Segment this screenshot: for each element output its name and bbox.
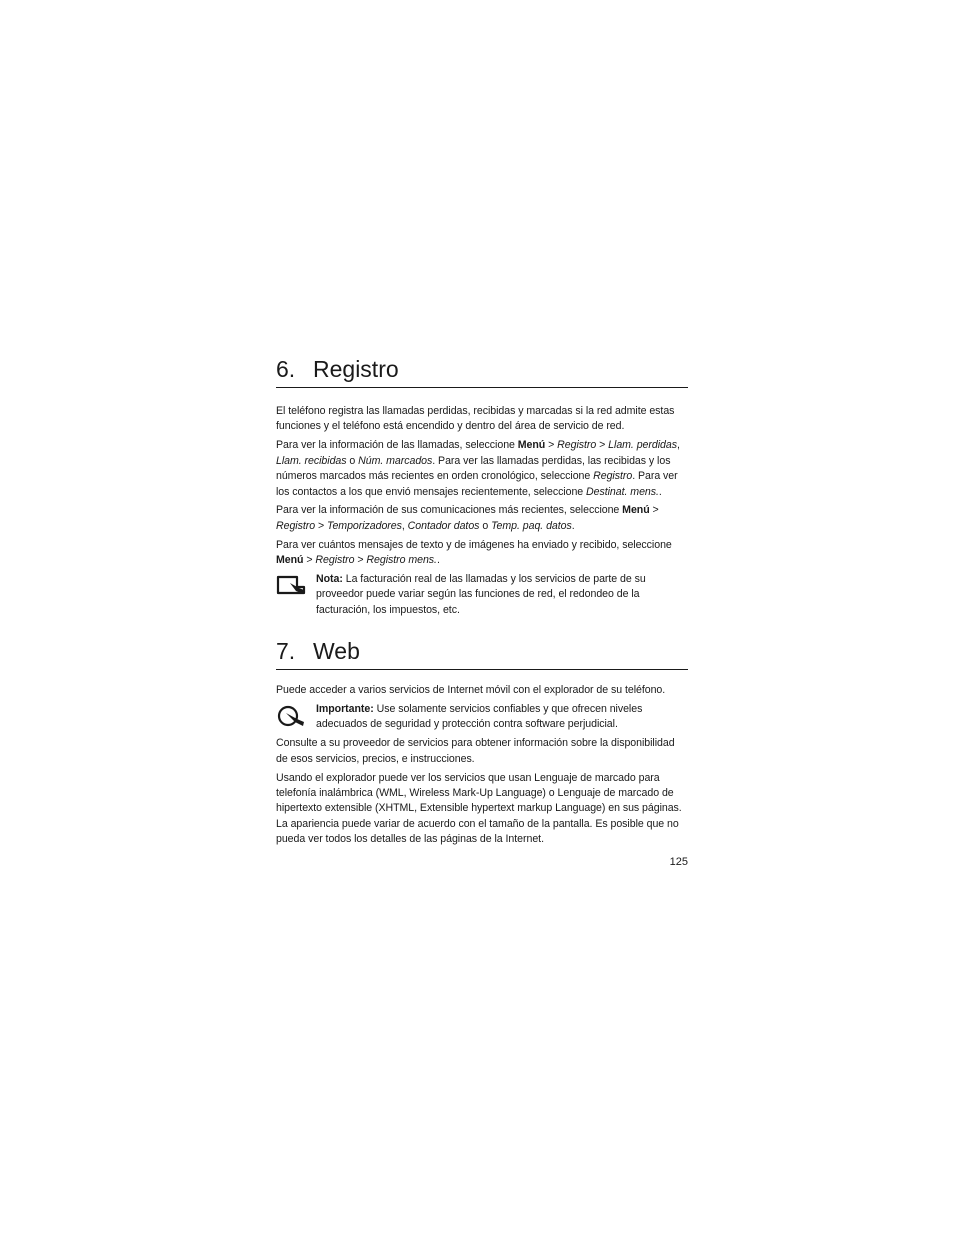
text: Para ver la información de las llamadas, seleccione (276, 439, 518, 452)
text: La facturación real de las llamadas y los servicios de parte de su proveedor puede variar según las funciones de red, el redondeo de la facturación, los impuestos, etc. (316, 573, 646, 616)
menu-term: Temp. paq. datos (491, 519, 572, 532)
text: . Para ver los contactos a los que envió mensajes recientemente, seleccione (276, 470, 678, 498)
menu-term: Menú (517, 439, 546, 452)
important-block (276, 702, 688, 733)
separator: > (649, 504, 659, 517)
menu-term: Menú (622, 504, 650, 517)
menu-term: Menú (276, 554, 304, 567)
separator: > (315, 519, 327, 532)
menu-term: Núm. marcados (358, 454, 433, 467)
text: . (571, 519, 575, 532)
separator: > (303, 554, 316, 567)
note-label: Nota: (316, 573, 343, 586)
paragraph-web-provider: Consulte a su proveedor de servicios para obtener información sobre la disponibilidad de esos servicios, precios, e instrucciones. (276, 737, 675, 765)
menu-term: Destinat. mens. (586, 485, 659, 498)
text: Para ver la información de sus comunicaciones más recientes, seleccione (276, 504, 623, 517)
section-heading-registro (276, 355, 688, 388)
page-number: 125 (669, 856, 688, 868)
important-text (316, 702, 688, 733)
paragraph-registro-intro: El teléfono registra las llamadas perdidas, recibidas y marcadas si la red admite estas funciones y el teléfono está encendido y dentro del área de servicio de red. (276, 405, 675, 433)
paragraph-web-browser: Usando el explorador puede ver los servicios que usan Lenguaje de marcado para telefonía inalámbrica (WML, Wireless Mark-Up Language) o Lenguaje de marcado de hipertexto extensible (XHTML, Extensible hypertext markup Language) en sus páginas. La apariencia puede variar de acuerdo con el tamaño de la pantalla. Es posible que no pueda ver todos los detalles de las páginas de la Internet. (276, 771, 682, 846)
paragraph-registro-comms (276, 503, 688, 534)
paragraph-registro-messages (276, 538, 688, 569)
menu-term: Llam. recibidas (276, 454, 347, 467)
menu-term: Registro mens. (366, 554, 437, 567)
separator: > (545, 439, 558, 452)
menu-term: Contador datos (407, 519, 480, 532)
text: . (436, 554, 440, 567)
note-text (316, 572, 688, 618)
section-heading-web (276, 637, 688, 670)
text: . Para ver las llamadas perdidas, las recibidas y los números marcados más recientes en orden cronológico, seleccione (276, 454, 671, 483)
section-number: 6. (276, 356, 296, 382)
text: o (346, 454, 359, 467)
section-title: Web (313, 637, 360, 664)
menu-term: Registro (315, 554, 355, 567)
separator: > (596, 439, 609, 452)
paragraph-registro-calls (276, 438, 688, 500)
menu-term: Registro (276, 519, 316, 532)
text: Use solamente servicios confiables y que ofrecen niveles adecuados de seguridad y protección contra software perjudicial. (316, 702, 643, 731)
paragraph-web-intro: Puede acceder a varios servicios de Internet móvil con el explorador de su teléfono. (276, 683, 666, 696)
separator: , (676, 439, 680, 452)
text: . (658, 485, 662, 498)
important-label: Importante: (316, 702, 374, 715)
text: Para ver cuántos mensajes de texto y de imágenes ha enviado y recibido, seleccione (276, 538, 672, 551)
section-title: Registro (313, 356, 399, 382)
menu-term: Registro (557, 439, 597, 452)
menu-term: Temporizadores (327, 519, 402, 532)
menu-term: Llam. perdidas (608, 439, 677, 452)
separator: , (401, 519, 408, 532)
note-block (276, 572, 688, 618)
separator: > (354, 554, 367, 567)
important-icon (276, 702, 316, 733)
section-number: 7. (276, 637, 296, 664)
note-icon (276, 572, 316, 618)
text: o (479, 519, 492, 532)
manual-page (276, 355, 688, 851)
menu-term: Registro (593, 470, 633, 483)
